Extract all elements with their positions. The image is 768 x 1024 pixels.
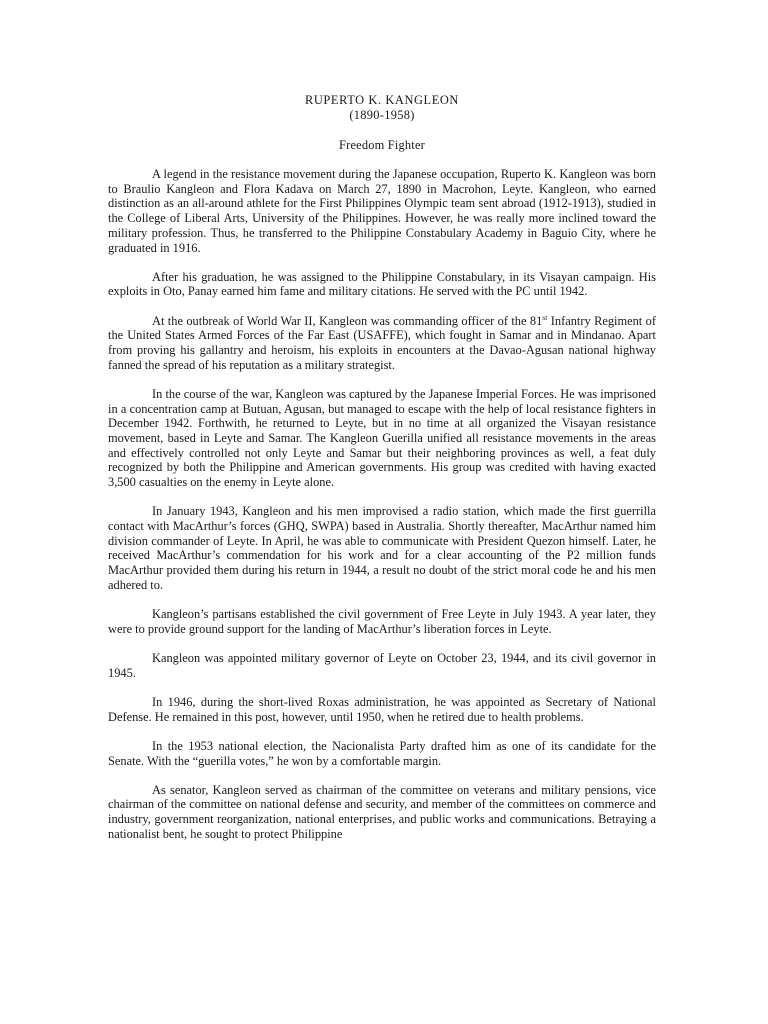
paragraph-free-leyte: Kangleon’s partisans established the civil government of Free Leyte in July 1943. A year later, they were to provide ground support for the landing of MacArthur’s liberation forces in Leyte.	[108, 607, 656, 636]
paragraph-text: Infantry Regiment of the United States Armed Forces of the Far East (USAFFE), which fought in Samar and in Mindanao. Apart from proving his gallantry and heroism, his exploits in encounters at the Davao-Agusan national highway fanned the spread of his reputation as a military strategist.	[108, 313, 656, 372]
paragraph-governor: Kangleon was appointed military governor of Leyte on October 23, 1944, and its civil governor in 1945.	[108, 650, 656, 680]
ordinal-suffix: st	[542, 312, 548, 322]
document-years: (1890-1958)	[349, 108, 415, 122]
paragraph-constabulary: After his graduation, he was assigned to the Philippine Constabulary, in its Visayan campaign. His exploits in Oto, Panay earned him fame and military citations. He served with the PC until 1942.	[108, 269, 656, 299]
paragraph-national-defense: In 1946, during the short-lived Roxas administration, he was appointed as Secretary of National Defense. He remained in this post, however, until 1950, when he retired due to health problems.	[108, 694, 656, 724]
paragraph-text: At the outbreak of World War II, Kangleon was commanding officer of the 81	[152, 313, 543, 328]
paragraph-radio-station: In January 1943, Kangleon and his men improvised a radio station, which made the first guerrilla contact with MacArthur’s forces (GHQ, SWPA) based in Australia. Shortly thereafter, MacArthur named him division commander of Leyte. In April, he was able to communicate with President Quezon himself. Later, he received MacArthur’s commendation for his work and for a clear accounting of the P2 million funds MacArthur provided them during his return in 1944, a result no doubt of the strict moral code he and his men adhered to.	[108, 504, 656, 592]
paragraph-senator: As senator, Kangleon served as chairman of the committee on veterans and military pensions, vice chairman of the committee on national defense and security, and member of the committees on commerce and industry, government reorganization, national enterprises, and public works and communications. Betraying a nationalist bent, he sought to protect Philippine	[108, 782, 656, 841]
paragraph-world-war-ii	[108, 314, 656, 373]
document-body	[108, 167, 656, 871]
document-subtitle: Freedom Fighter	[339, 138, 425, 152]
paragraph-early-life: A legend in the resistance movement during the Japanese occupation, Ruperto K. Kangleon was born to Braulio Kangleon and Flora Kadava on March 27, 1890 in Macrohon, Leyte. Kangleon, who earned distinction as an all-around athlete for the First Philippines Olympic team sent abroad (1912-1913), studied in the College of Liberal Arts, University of the Philippines. However, he was really more inclined toward the military profession. Thus, he transferred to the Philippine Constabulary Academy in Baguio City, where he graduated in 1916.	[108, 167, 656, 255]
paragraph-senate-election: In the 1953 national election, the Nacionalista Party drafted him as one of its candidate for the Senate. With the “guerilla votes,” he won by a comfortable margin.	[108, 738, 656, 768]
document-title: RUPERTO K. KANGLEON	[305, 93, 459, 107]
paragraph-capture-escape: In the course of the war, Kangleon was captured by the Japanese Imperial Forces. He was imprisoned in a concentration camp at Butuan, Agusan, but managed to escape with the help of local resistance fighters in December 1942. Forthwith, he returned to Leyte, but in no time at all organized the Visayan resistance movement, based in Leyte and Samar. The Kangleon Guerilla unified all resistance movements in the areas and effectively controlled not only Leyte and Samar but their neighboring provinces as well, a feat duly recognized by both the Philippine and American governments. His group was credited with having exacted 3,500 casualties on the enemy in Leyte alone.	[108, 386, 656, 490]
